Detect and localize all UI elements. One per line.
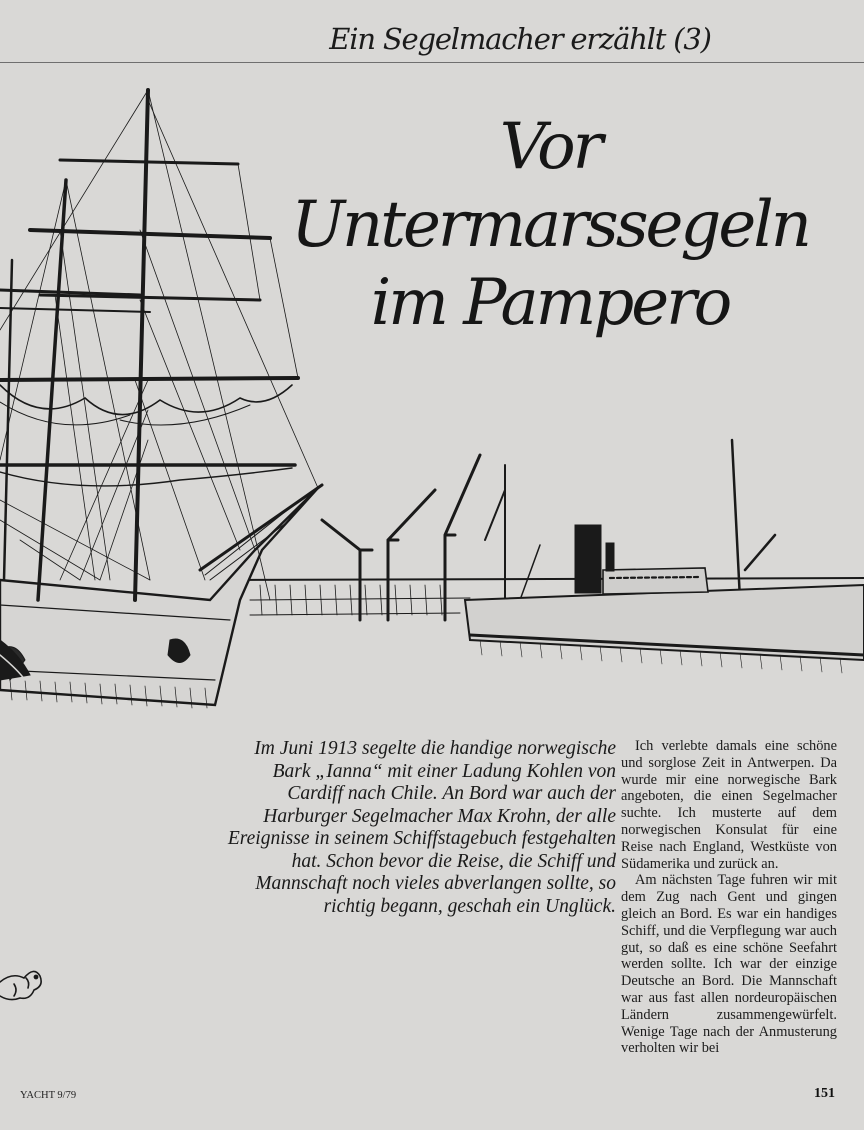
seal-doodle-icon xyxy=(0,960,46,1010)
header-rule xyxy=(0,62,864,63)
series-kicker: Ein Segelmacher erzählt (3) xyxy=(329,22,711,56)
page-number: 151 xyxy=(814,1086,835,1101)
body-paragraph: Am nächsten Tage fuhren wir mit dem Zug nach Gent und gingen gleich an Bord. Es war ein handiges Schiff, und die Verpflegung war auch gut, so daß es eine schöne Seefahrt werden sollte. Ich war der einzige Deutsche an Bord. Die Mannschaft war aus fast allen nordeuropäischen Ländern zusammengewürfelt. Wenige Tage nach der Anmusterung verholten wir bei xyxy=(621,872,837,1057)
article-title xyxy=(270,108,830,342)
body-column xyxy=(621,738,837,1057)
lead-paragraph: Im Juni 1913 segelte die handige norwegische Bark „Ianna“ mit einer Ladung Kohlen von Cardiff nach Chile. An Bord war auch der Harburger Segelmacher Max Krohn, der alle Ereignisse in seinem Schiffstagebuch festgehalten hat. Schon bevor die Reise, die Schiff und Mannschaft noch vieles abverlangen sollte, so richtig begann, geschah ein Unglück. xyxy=(227,738,616,917)
title-line-2: im Pampero xyxy=(370,266,730,340)
magazine-issue: YACHT 9/79 xyxy=(20,1090,77,1101)
body-paragraph: Ich verlebte damals eine schöne und sorglose Zeit in Antwerpen. Da wurde mir eine norwegische Bark angeboten, die einen Segelmacher suchte. Ich musterte auf dem norwegischen Konsulat für eine Reise nach England, Westküste von Südamerika und zurück an. xyxy=(621,738,837,872)
title-line-1: Vor Untermarssegeln xyxy=(291,110,809,262)
